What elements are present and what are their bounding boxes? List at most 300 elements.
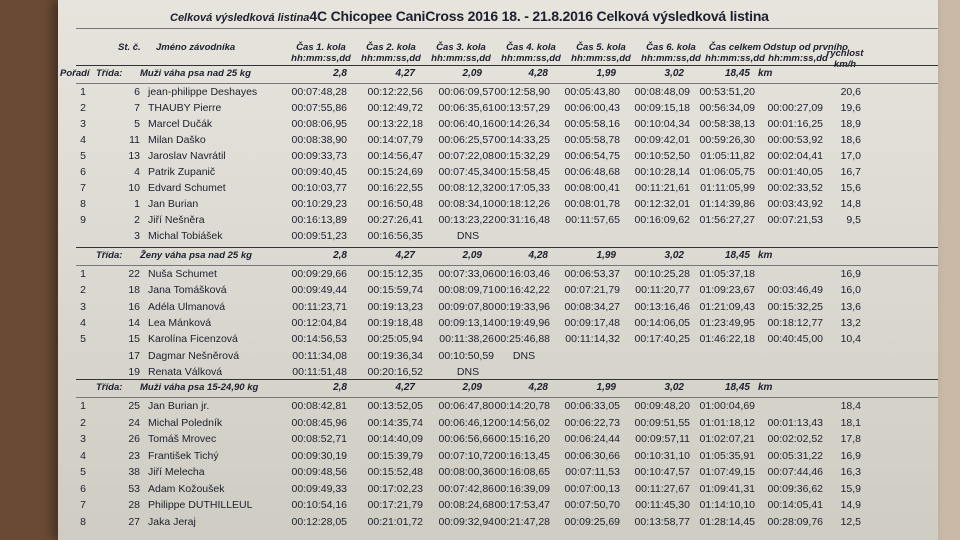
speed-value: 13,6	[840, 300, 861, 313]
rank: 8	[80, 198, 86, 210]
total-time: 01:05:11,82	[700, 150, 755, 162]
lap-distance: 2,8	[333, 250, 347, 261]
lap6-time: 00:11:20,77	[635, 284, 690, 297]
lap1-time: 00:07:48,28	[291, 86, 347, 98]
lap3-time: 00:06:47,80	[438, 400, 494, 412]
distance-unit: km	[758, 250, 773, 261]
lap1-time: 00:08:52,71	[291, 433, 347, 445]
start-number: 53	[128, 482, 140, 495]
rank: 5	[80, 150, 86, 162]
page-title	[170, 8, 769, 24]
start-number: 25	[128, 400, 140, 412]
lap4-time: 00:16:42,22	[494, 284, 550, 297]
speed-value: 16,9	[840, 449, 861, 462]
lap2-time: 00:14:56,47	[367, 150, 423, 162]
gap-time: 00:01:40,05	[767, 166, 823, 178]
gap-time: 00:09:36,62	[767, 482, 823, 495]
total-time: 01:09:41,31	[699, 482, 755, 495]
col-lap3: Čas 3. kola hh:mm:ss,dd	[431, 42, 491, 64]
lap3-time: 00:09:07,80	[438, 300, 494, 313]
order-label: Pořadí	[60, 68, 90, 79]
lap5-time: 00:08:34,27	[564, 300, 620, 313]
lap4-time: 00:17:05,33	[494, 182, 550, 194]
table-row	[58, 118, 938, 133]
results-sheet	[58, 0, 938, 540]
lap4-time: 00:21:47,28	[494, 515, 550, 528]
competitor-name: Dagmar Nešněrová	[148, 349, 240, 362]
total-time: 00:56:34,09	[699, 102, 755, 114]
category-row	[58, 382, 938, 397]
category-label: Třída:	[96, 382, 123, 393]
lap5-time: 00:06:30,66	[564, 449, 620, 462]
total-time: 01:07:49,15	[699, 466, 755, 478]
lap4-time: 00:14:56,02	[494, 416, 550, 429]
lap2-time: 00:15:39,79	[367, 449, 423, 462]
lap3-time: 00:08:09,71	[438, 284, 494, 297]
lap-distance: 4,27	[395, 68, 415, 79]
lap6-time: 00:11:21,61	[635, 182, 690, 194]
col-lap5: Čas 5. kola hh:mm:ss,dd	[571, 42, 631, 64]
category-row	[58, 68, 938, 83]
gap-time: 00:07:21,53	[767, 214, 823, 226]
lap6-time: 00:09:42,01	[634, 134, 690, 146]
rank: 2	[80, 102, 86, 114]
gap-time: 00:18:12,77	[767, 316, 823, 329]
total-time: 01:21:09,43	[699, 300, 755, 313]
competitor-name: Tomáš Mrovec	[148, 433, 217, 445]
rank: 5	[80, 466, 86, 478]
lap3-time: 00:07:10,72	[438, 449, 494, 462]
lap6-time: 00:10:25,28	[634, 268, 690, 280]
lap1-time: 00:09:51,23	[291, 230, 347, 242]
desk-background	[938, 0, 960, 540]
rank: 1	[80, 400, 86, 412]
lap3-time: 00:06:40,16	[438, 118, 494, 130]
speed-value: 16,3	[840, 466, 861, 478]
lap5-time: 00:06:48,68	[564, 166, 620, 178]
lap2-time: 00:16:50,48	[367, 198, 423, 210]
competitor-name: Michal Tobiášek	[148, 230, 223, 242]
lap-distance: 4,27	[395, 250, 415, 261]
start-number: 28	[128, 499, 140, 511]
gap-time: 00:07:44,46	[767, 466, 823, 478]
rank: 3	[80, 300, 86, 313]
lap2-time: 00:12:22,56	[367, 86, 423, 98]
lap5-time: 00:05:58,16	[564, 118, 620, 130]
speed-value: 13,2	[840, 316, 861, 329]
competitor-name: Michal Poledník	[148, 416, 223, 429]
start-number: 22	[128, 268, 140, 280]
speed-value: 15,6	[840, 182, 861, 194]
lap-distance: 18,45	[724, 68, 750, 79]
gap-time: 00:03:43,92	[767, 198, 823, 210]
total-time: 01:01:18,12	[699, 416, 755, 429]
rank: 7	[80, 182, 86, 194]
col-total: Čas celkem hh:mm:ss,dd	[705, 42, 765, 64]
rank: 3	[80, 118, 86, 130]
lap2-time: 00:15:12,35	[367, 268, 423, 280]
lap5-time: 00:11:14,32	[565, 333, 620, 346]
lap5-time: 00:09:25,69	[564, 515, 620, 528]
lap2-time: 00:14:40,09	[367, 433, 423, 445]
gap-time: 00:02:33,52	[767, 182, 823, 194]
rank: 4	[80, 449, 86, 462]
gap-time: 00:00:53,92	[767, 134, 823, 146]
speed-value: 17,8	[840, 433, 861, 445]
lap1-time: 00:16:13,89	[291, 214, 347, 226]
lap2-time: 00:15:59,74	[367, 284, 423, 297]
lap4-time: 00:16:08,65	[494, 466, 550, 478]
gap-time: 00:14:05,41	[767, 499, 823, 511]
speed-value: 10,4	[840, 333, 861, 346]
lap2-time: 00:16:56,35	[367, 230, 423, 242]
lap1-time: 00:09:49,33	[291, 482, 347, 495]
gap-time: 00:01:13,43	[767, 416, 823, 429]
lap2-time: 00:14:07,79	[367, 134, 423, 146]
lap3-time: DNS	[456, 230, 480, 242]
total-time: 01:28:14,45	[699, 515, 755, 528]
rank: 5	[80, 333, 86, 346]
speed-value: 20,6	[840, 86, 861, 98]
speed-value: 15,9	[840, 482, 861, 495]
lap5-time: 00:06:22,73	[564, 416, 620, 429]
total-time: 00:58:38,13	[699, 118, 755, 130]
lap2-time: 00:27:26,41	[367, 214, 423, 226]
lap3-time: 00:07:45,34	[438, 166, 494, 178]
speed-value: 14,9	[840, 499, 861, 511]
lap3-time: 00:07:22,08	[438, 150, 494, 162]
lap-distance: 3,02	[664, 382, 684, 393]
competitor-name: Karolína Ficenzová	[148, 333, 238, 346]
lap6-time: 00:09:51,55	[634, 416, 690, 429]
start-number: 17	[128, 349, 140, 362]
rank: 1	[80, 268, 86, 280]
lap3-time: 00:07:33,06	[438, 268, 494, 280]
category-divider	[76, 65, 938, 66]
lap2-time: 00:19:36,34	[367, 349, 423, 362]
gap-time: 00:00:27,09	[767, 102, 823, 114]
start-number: 26	[128, 433, 140, 445]
col-lap4: Čas 4. kola hh:mm:ss,dd	[501, 42, 561, 64]
lap2-time: 00:14:35,74	[367, 416, 423, 429]
table-row	[58, 483, 938, 498]
lap3-time: 00:08:24,68	[438, 499, 494, 511]
table-row	[58, 317, 938, 332]
start-number: 27	[128, 515, 140, 528]
speed-value: 18,6	[840, 134, 861, 146]
lap1-time: 00:12:04,84	[291, 316, 347, 329]
rank: 4	[80, 316, 86, 329]
category-row	[58, 250, 938, 265]
table-row	[58, 268, 938, 283]
total-time: 01:46:22,18	[699, 333, 755, 346]
gap-time: 00:40:45,00	[767, 333, 823, 346]
lap6-time: 00:13:16,46	[634, 300, 690, 313]
lap1-time: 00:12:28,05	[291, 515, 347, 528]
lap-distance: 2,09	[462, 68, 482, 79]
lap4-time: 00:19:49,96	[494, 316, 550, 329]
lap4-time: 00:15:32,29	[494, 150, 550, 162]
lap1-time: 00:08:45,96	[291, 416, 347, 429]
speed-value: 16,7	[840, 166, 861, 178]
start-number: 10	[128, 182, 140, 194]
col-speed: rychlost km/h	[826, 48, 864, 70]
total-time: 01:23:49,95	[699, 316, 755, 329]
start-number: 15	[128, 333, 140, 346]
lap1-time: 00:14:56,53	[291, 333, 347, 346]
table-row	[58, 284, 938, 299]
table-row	[58, 466, 938, 481]
lap3-time: 00:11:38,26	[439, 333, 494, 346]
table-row	[58, 350, 938, 365]
start-number: 11	[129, 134, 140, 146]
lap1-time: 00:11:51,48	[292, 365, 347, 378]
speed-value: 16,0	[840, 284, 861, 297]
lap2-time: 00:21:01,72	[367, 515, 423, 528]
table-row	[58, 102, 938, 117]
lap6-time: 00:11:27,67	[635, 482, 690, 495]
lap4-time: 00:14:26,34	[494, 118, 550, 130]
lap-distance: 18,45	[724, 382, 750, 393]
lap2-time: 00:13:22,18	[367, 118, 423, 130]
lap2-time: 00:19:18,48	[367, 316, 423, 329]
start-number: 24	[128, 416, 140, 429]
lap5-time: 00:09:17,48	[564, 316, 620, 329]
start-number: 1	[134, 198, 140, 210]
lap3-time: 00:06:35,61	[438, 102, 494, 114]
total-time: 01:14:10,10	[699, 499, 755, 511]
lap5-time: 00:06:54,75	[564, 150, 620, 162]
table-row	[58, 134, 938, 149]
rank: 6	[80, 482, 86, 495]
lap2-time: 00:20:16,52	[367, 365, 423, 378]
speed-value: 18,9	[840, 118, 861, 130]
lap1-time: 00:08:42,81	[291, 400, 347, 412]
lap3-time: 00:07:42,86	[438, 482, 494, 495]
lap-distance: 1,99	[596, 68, 616, 79]
category-name: Muži váha psa nad 25 kg	[140, 68, 251, 79]
total-time: 01:14:39,86	[699, 198, 755, 210]
competitor-name: Lea Mánková	[148, 316, 212, 329]
lap3-time: 00:06:09,57	[438, 86, 494, 98]
lap6-time: 00:10:47,57	[634, 466, 690, 478]
competitor-name: Jan Burian jr.	[148, 400, 210, 412]
speed-value: 14,8	[840, 198, 861, 210]
table-row	[58, 516, 938, 531]
lap3-time: DNS	[456, 365, 480, 378]
competitor-name: Jiří Nešněra	[148, 214, 205, 226]
lap3-time: 00:06:56,66	[438, 433, 494, 445]
competitor-name: THAUBY Pierre	[148, 102, 222, 114]
lap6-time: 00:09:48,20	[634, 400, 690, 412]
lap5-time: 00:07:11,53	[565, 466, 620, 478]
lap4-time: DNS	[512, 349, 536, 362]
competitor-name: Renata Válková	[148, 365, 223, 378]
lap1-time: 00:08:06,95	[291, 118, 347, 130]
competitor-name: Jaka Jeraj	[148, 515, 196, 528]
competitor-name: Jaroslav Navrátil	[148, 150, 226, 162]
lap6-time: 00:09:57,11	[635, 433, 690, 445]
lap3-time: 00:09:13,14	[438, 316, 494, 329]
competitor-name: jean-philippe Deshayes	[148, 86, 258, 98]
start-number: 38	[128, 466, 140, 478]
lap5-time: 00:05:58,78	[564, 134, 620, 146]
category-divider	[76, 379, 938, 380]
lap1-time: 00:09:49,44	[291, 284, 347, 297]
total-time: 00:59:26,30	[699, 134, 755, 146]
lap4-time: 00:14:33,25	[494, 134, 550, 146]
lap5-time: 00:06:24,44	[564, 433, 620, 445]
lap5-time: 00:06:00,43	[564, 102, 620, 114]
total-time: 01:00:04,69	[699, 400, 755, 412]
rank: 8	[80, 515, 86, 528]
lap1-time: 00:10:03,77	[291, 182, 347, 194]
competitor-name: Jana Tomášková	[148, 284, 227, 297]
start-number: 3	[134, 230, 140, 242]
category-underline	[76, 265, 938, 266]
lap6-time: 00:11:45,30	[635, 499, 690, 511]
lap-distance: 2,8	[333, 382, 347, 393]
category-name: Muži váha psa 15-24,90 kg	[140, 382, 259, 393]
speed-value: 17,0	[840, 150, 861, 162]
lap1-time: 00:10:54,16	[291, 499, 347, 511]
speed-value: 18,4	[840, 400, 861, 412]
lap4-time: 00:16:03,46	[494, 268, 550, 280]
competitor-name: František Tichý	[148, 449, 219, 462]
lap6-time: 00:16:09,62	[634, 214, 690, 226]
lap1-time: 00:07:55,86	[291, 102, 347, 114]
lap5-time: 00:07:21,79	[564, 284, 620, 297]
lap6-time: 00:17:40,25	[634, 333, 690, 346]
table-row	[58, 214, 938, 229]
rank: 2	[80, 284, 86, 297]
lap-distance: 2,09	[462, 382, 482, 393]
competitor-name: Jiří Melecha	[148, 466, 205, 478]
lap5-time: 00:05:43,80	[564, 86, 620, 98]
lap6-time: 00:10:52,50	[634, 150, 690, 162]
speed-value: 18,1	[840, 416, 861, 429]
lap1-time: 00:11:34,08	[292, 349, 347, 362]
table-row	[58, 86, 938, 101]
lap-distance: 2,09	[462, 250, 482, 261]
title-underline	[76, 28, 938, 29]
lap4-time: 00:18:12,26	[494, 198, 550, 210]
lap5-time: 00:11:57,65	[565, 214, 620, 226]
start-number: 19	[128, 365, 140, 378]
competitor-name: Marcel Dučák	[148, 118, 213, 130]
lap-distance: 4,28	[528, 382, 548, 393]
total-time: 01:11:05,99	[700, 182, 755, 194]
lap2-time: 00:19:13,23	[367, 300, 423, 313]
category-name: Ženy váha psa nad 25 kg	[140, 250, 252, 261]
rank: 2	[80, 416, 86, 429]
lap-distance: 2,8	[333, 68, 347, 79]
lap6-time: 00:08:48,09	[634, 86, 690, 98]
category-divider	[76, 247, 938, 248]
speed-value: 19,6	[840, 102, 861, 114]
gap-time: 00:28:09,76	[767, 515, 823, 528]
rank: 3	[80, 433, 86, 445]
lap5-time: 00:07:50,70	[564, 499, 620, 511]
lap4-time: 00:17:53,47	[494, 499, 550, 511]
lap4-time: 00:15:58,45	[494, 166, 550, 178]
lap4-time: 00:16:39,09	[494, 482, 550, 495]
start-number: 14	[128, 316, 140, 329]
lap-distance: 18,45	[724, 250, 750, 261]
competitor-name: Edvard Schumet	[148, 182, 226, 194]
lap1-time: 00:09:30,19	[291, 449, 347, 462]
category-underline	[76, 397, 938, 398]
total-time: 01:02:07,21	[699, 433, 755, 445]
start-number: 7	[134, 102, 140, 114]
col-st: St. č.	[118, 42, 141, 53]
lap2-time: 00:17:02,23	[367, 482, 423, 495]
lap1-time: 00:09:40,45	[291, 166, 347, 178]
gap-time: 00:02:02,52	[767, 433, 823, 445]
lap3-time: 00:13:23,22	[438, 214, 494, 226]
total-time: 01:05:35,91	[699, 449, 755, 462]
lap3-time: 00:06:25,57	[438, 134, 494, 146]
speed-value: 9,5	[846, 214, 861, 226]
gap-time: 00:03:46,49	[767, 284, 823, 297]
category-label: Třída:	[96, 250, 123, 261]
lap4-time: 00:12:58,90	[494, 86, 550, 98]
gap-time: 00:01:16,25	[767, 118, 823, 130]
start-number: 18	[128, 284, 140, 297]
gap-time: 00:05:31,22	[767, 449, 823, 462]
lap6-time: 00:13:58,77	[634, 515, 690, 528]
lap6-time: 00:14:06,05	[634, 316, 690, 329]
lap-distance: 4,28	[528, 250, 548, 261]
lap6-time: 00:09:15,18	[634, 102, 690, 114]
competitor-name: Adam Kožoušek	[148, 482, 225, 495]
table-row	[58, 230, 938, 245]
lap6-time: 00:10:31,10	[634, 449, 690, 462]
rank: 4	[80, 134, 86, 146]
col-lap1: Čas 1. kola hh:mm:ss,dd	[291, 42, 351, 64]
title-main: 4C Chicopee CaniCross 2016 18. - 21.8.2016 Celková výsledková listina	[309, 8, 769, 24]
start-number: 6	[134, 86, 140, 98]
lap-distance: 3,02	[664, 68, 684, 79]
rank: 1	[80, 86, 86, 98]
rank: 6	[80, 166, 86, 178]
competitor-name: Jan Burian	[148, 198, 199, 210]
table-row	[58, 499, 938, 514]
competitor-name: Milan Daško	[148, 134, 206, 146]
lap3-time: 00:08:34,10	[438, 198, 494, 210]
lap3-time: 00:08:00,36	[438, 466, 494, 478]
competitor-name: Nuša Schumet	[148, 268, 217, 280]
rank: 7	[80, 499, 86, 511]
lap4-time: 00:14:20,78	[494, 400, 550, 412]
lap3-time: 00:10:50,59	[438, 349, 494, 362]
col-lap6: Čas 6. kola hh:mm:ss,dd	[641, 42, 701, 64]
start-number: 16	[128, 300, 140, 313]
total-time: 01:05:37,18	[699, 268, 755, 280]
table-row	[58, 301, 938, 316]
distance-unit: km	[758, 68, 773, 79]
lap2-time: 00:12:49,72	[367, 102, 423, 114]
gap-time: 00:15:32,25	[767, 300, 823, 313]
lap1-time: 00:09:48,56	[291, 466, 347, 478]
total-time: 01:56:27,27	[699, 214, 755, 226]
lap5-time: 00:08:01,78	[564, 198, 620, 210]
lap5-time: 00:06:33,05	[564, 400, 620, 412]
lap1-time: 00:11:23,71	[292, 300, 347, 313]
start-number: 13	[128, 150, 140, 162]
gap-time: 00:02:04,41	[767, 150, 823, 162]
start-number: 23	[128, 449, 140, 462]
